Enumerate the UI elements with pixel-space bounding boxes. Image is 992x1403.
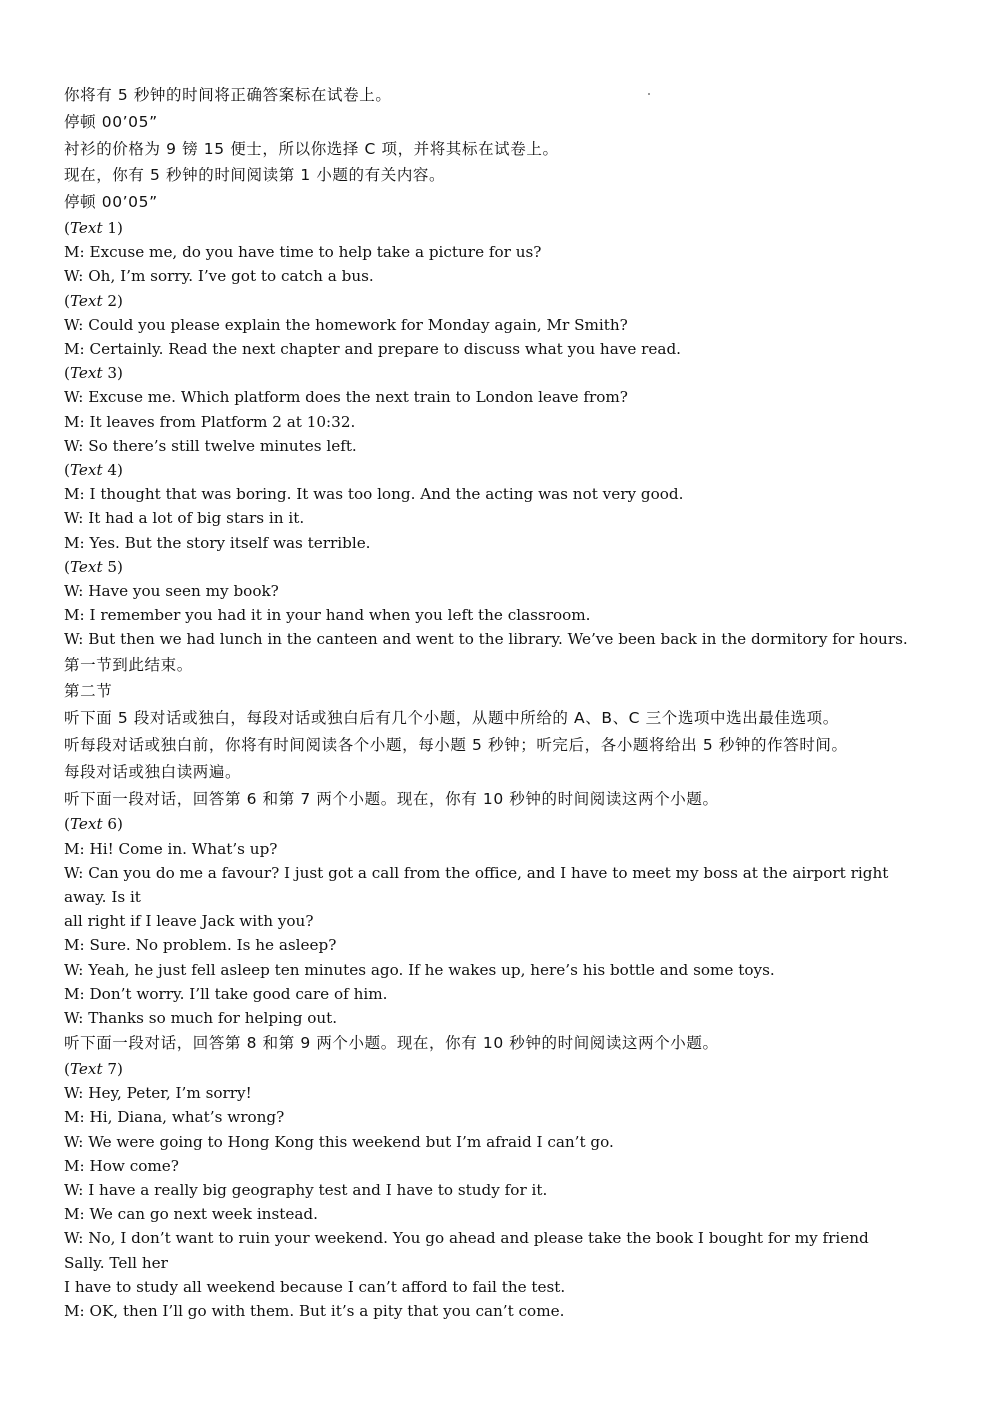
dialogue-line: W: Could you please explain the homework for Monday again, Mr Smith? [64,315,628,334]
text-label-number: 1) [102,218,123,237]
dialogue-line: all right if I leave Jack with you? [64,912,314,931]
dialogue-line: W: Oh, I’m sorry. I’ve got to catch a bus. [64,267,374,286]
chinese-instruction-line: 你将有 5 秒钟的时间将正确答案标在试卷上。 [64,86,392,104]
chinese-instruction-line: 衬衫的价格为 9 镑 15 便士，所以你选择 C 项，并将其标在试卷上。 [64,139,559,158]
dialogue-line: W: No, I don’t want to ruin your weekend. You go ahead and please take the book I bought for my friend Sally. Tell her [64,1229,869,1272]
dialogue-line: M: It leaves from Platform 2 at 10:32. [64,412,356,431]
text-label-number: 2) [102,291,123,310]
open-paren: ( [64,815,70,834]
chinese-instruction-line: 停顿 00’05” [64,193,158,212]
open-paren: ( [64,1060,70,1079]
dialogue-line: M: Sure. No problem. Is he asleep? [64,936,337,955]
chinese-instruction-line: 第二节 [64,682,113,701]
dialogue-line: M: Don’t worry. I’ll take good care of him. [64,984,388,1003]
text-label-number: 5) [102,557,123,576]
dialogue-line: M: Excuse me, do you have time to help take a picture for us? [64,243,542,262]
text-section-label [64,458,912,482]
dialogue-line: W: Yeah, he just fell asleep ten minutes ago. If he wakes up, here’s his bottle and some toys. [64,960,775,979]
open-paren: ( [64,557,70,576]
dialogue-line: W: Can you do me a favour? I just got a call from the office, and I have to meet my boss at the airport right away. Is it [64,863,889,907]
text-section-label [64,289,912,313]
text-label-number: 6) [102,815,123,834]
dialogue-line: M: Hi, Diana, what’s wrong? [64,1108,285,1127]
chinese-instruction-line: 听下面一段对话，回答第 6 和第 7 两个小题。现在，你有 10 秒钟的时间阅读这两个小题。 [64,789,719,808]
chinese-instruction-line: 每段对话或独白读两遍。 [64,762,242,781]
text-section-label [64,812,912,836]
dialogue-line: M: Yes. But the story itself was terrible. [64,533,371,552]
dialogue-line: M: I remember you had it in your hand when you left the classroom. [64,606,591,625]
dialogue-line: W: So there’s still twelve minutes left. [64,436,357,455]
text-label-word: Text [69,815,103,834]
text-label-word: Text [69,364,103,383]
chinese-instruction-line: 停顿 00’05” [64,112,158,131]
document-body [64,82,912,1323]
text-label-word: Text [69,291,103,310]
dialogue-line: M: How come? [64,1156,179,1175]
text-label-number: 3) [102,364,123,383]
text-label-number: 7) [102,1060,123,1079]
dialogue-line: M: Certainly. Read the next chapter and prepare to discuss what you have read. [64,340,682,358]
open-paren: ( [64,218,70,237]
chinese-instruction-line: 现在，你有 5 秒钟的时间阅读第 1 小题的有关内容。 [64,166,446,185]
open-paren: ( [64,291,70,310]
text-section-label [64,216,912,240]
dialogue-line: M: Hi! Come in. What’s up? [64,839,278,858]
dialogue-line: W: It had a lot of big stars in it. [64,509,305,528]
dialogue-line: W: Excuse me. Which platform does the next train to London leave from? [64,388,628,407]
text-label-word: Text [69,218,103,237]
text-section-label [64,361,912,385]
stray-dot [648,93,650,95]
dialogue-line: M: We can go next week instead. [64,1205,318,1224]
open-paren: ( [64,461,70,480]
dialogue-line: W: We were going to Hong Kong this weekend but I’m afraid I can’t go. [64,1132,614,1151]
dialogue-line: W: Hey, Peter, I’m sorry! [64,1084,252,1103]
dialogue-line: W: Have you seen my book? [64,582,279,601]
text-label-word: Text [69,557,103,576]
dialogue-line: W: But then we had lunch in the canteen and went to the library. We’ve been back in the dormitory for hours. [64,630,908,649]
dialogue-line: W: I have a really big geography test and I have to study for it. [64,1181,548,1200]
dialogue-line: I have to study all weekend because I can’t afford to fail the test. [64,1277,566,1296]
chinese-instruction-line: 听下面一段对话，回答第 8 和第 9 两个小题。现在，你有 10 秒钟的时间阅读这两个小题。 [64,1034,719,1053]
chinese-instruction-line: 听下面 5 段对话或独白，每段对话或独白后有几个小题，从题中所给的 A、B、C 三个选项中选出最佳选项。 [64,709,839,728]
dialogue-line: M: I thought that was boring. It was too long. And the acting was not very good. [64,485,684,504]
text-section-label [64,1057,912,1081]
text-section-label [64,555,912,579]
open-paren: ( [64,364,70,383]
text-label-number: 4) [102,461,123,480]
text-label-word: Text [69,461,103,480]
dialogue-line: W: Thanks so much for helping out. [64,1009,338,1028]
chinese-instruction-line: 第一节到此结束。 [64,655,193,674]
dialogue-line: M: OK, then I’ll go with them. But it’s a pity that you can’t come. [64,1302,565,1321]
chinese-instruction-line: 听每段对话或独白前，你将有时间阅读各个小题，每小题 5 秒钟；听完后，各小题将给出 5 秒钟的作答时间。 [64,736,848,755]
text-label-word: Text [69,1060,103,1079]
